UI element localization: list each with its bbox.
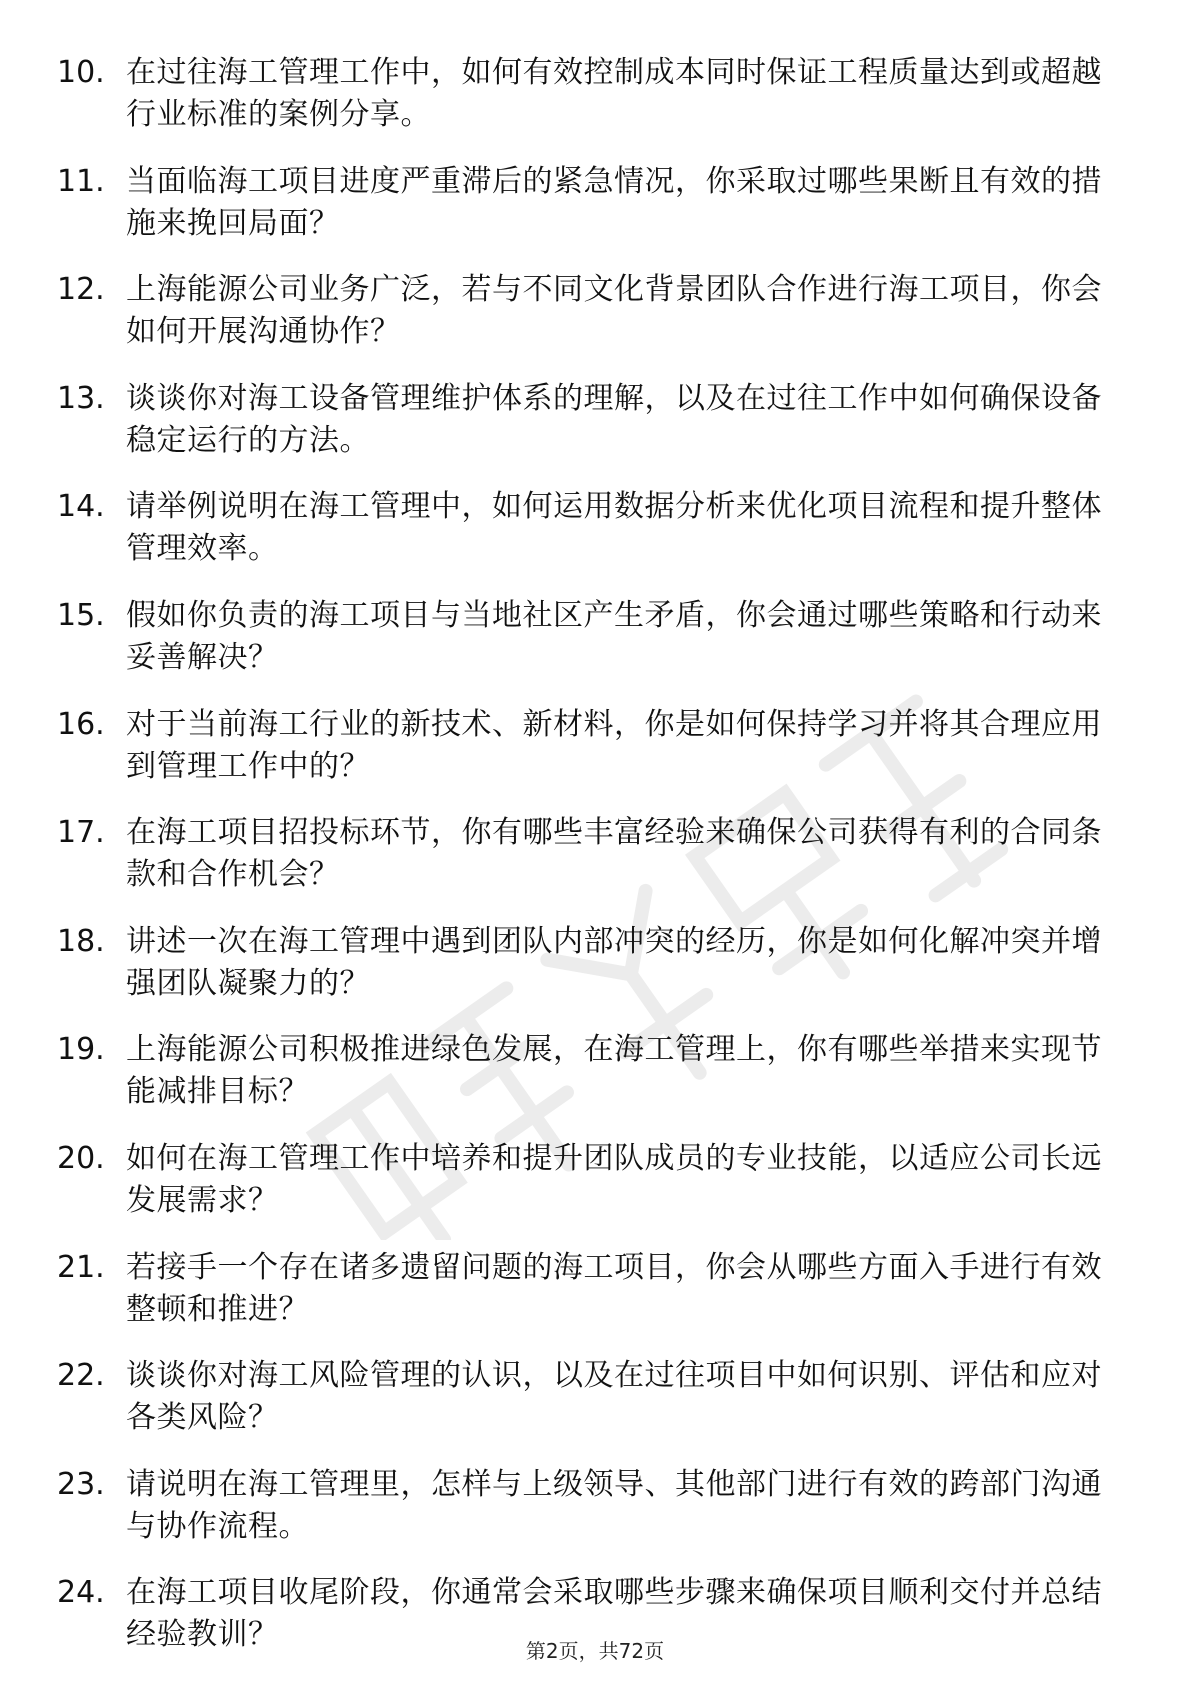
question-number: 22. — [57, 1358, 105, 1394]
question-number: 21. — [57, 1249, 105, 1285]
question-text: 若接手一个存在诸多遗留问题的海工项目，你会从哪些方面入手进行有效整顿和推进？ — [126, 1249, 1102, 1327]
question-item-18 — [57, 921, 1117, 1030]
question-number: 24. — [57, 1575, 105, 1611]
question-item-20 — [57, 1138, 1117, 1247]
question-number: 23. — [57, 1466, 105, 1502]
question-text: 假如你负责的海工项目与当地社区产生矛盾，你会通过哪些策略和行动来妥善解决？ — [126, 597, 1102, 675]
question-text: 在海工项目招投标环节，你有哪些丰富经验来确保公司获得有利的合同条款和合作机会？ — [126, 815, 1102, 893]
question-item-13 — [57, 378, 1117, 487]
question-number: 15. — [57, 597, 105, 633]
page-number-label: 第2页，共72页 — [525, 1639, 665, 1663]
question-text: 谈谈你对海工设备管理维护体系的理解，以及在过往工作中如何确保设备稳定运行的方法。 — [126, 380, 1102, 458]
question-item-14 — [57, 486, 1117, 595]
question-item-21 — [57, 1247, 1117, 1356]
question-text: 在过往海工管理工作中，如何有效控制成本同时保证工程质量达到或超越行业标准的案例分享。 — [126, 55, 1102, 132]
question-number: 13. — [57, 380, 105, 416]
question-text: 讲述一次在海工管理中遇到团队内部冲突的经历，你是如何化解冲突并增强团队凝聚力的？ — [126, 923, 1102, 1001]
question-text: 当面临海工项目进度严重滞后的紧急情况，你采取过哪些果断且有效的措施来挽回局面？ — [126, 163, 1102, 241]
question-number: 14. — [57, 489, 105, 525]
question-number: 18. — [57, 923, 105, 959]
question-item-16 — [57, 704, 1117, 813]
question-number: 20. — [57, 1140, 105, 1176]
question-text: 请说明在海工管理里，怎样与上级领导、其他部门进行有效的跨部门沟通与协作流程。 — [126, 1466, 1102, 1544]
question-item-24 — [57, 1572, 1117, 1681]
question-text: 谈谈你对海工风险管理的认识，以及在过往项目中如何识别、评估和应对各类风险？ — [126, 1358, 1102, 1436]
question-text: 如何在海工管理工作中培养和提升团队成员的专业技能，以适应公司长远发展需求？ — [126, 1140, 1102, 1218]
question-number: 10. — [57, 55, 105, 90]
question-item-12 — [57, 269, 1117, 378]
page-footer — [0, 1635, 1190, 1664]
question-text: 对于当前海工行业的新技术、新材料，你是如何保持学习并将其合理应用到管理工作中的？ — [126, 706, 1102, 784]
question-item-15 — [57, 595, 1117, 704]
question-list — [57, 52, 1117, 1681]
question-item-22 — [57, 1355, 1117, 1464]
question-item-17 — [57, 812, 1117, 921]
question-text: 在海工项目收尾阶段，你通常会采取哪些步骤来确保项目顺利交付并总结经验教训？ — [126, 1575, 1102, 1653]
question-number: 17. — [57, 815, 105, 851]
question-text: 上海能源公司业务广泛，若与不同文化背景团队合作进行海工项目，你会如何开展沟通协作？ — [126, 272, 1102, 350]
question-item-19 — [57, 1029, 1117, 1138]
question-item-11 — [57, 161, 1117, 270]
question-number: 16. — [57, 706, 105, 742]
question-number: 12. — [57, 272, 105, 308]
question-number: 11. — [57, 163, 105, 199]
question-number: 19. — [57, 1032, 105, 1068]
question-text: 上海能源公司积极推进绿色发展，在海工管理上，你有哪些举措来实现节能减排目标？ — [126, 1032, 1102, 1110]
question-item-10 — [57, 52, 1117, 161]
question-item-23 — [57, 1464, 1117, 1573]
question-text: 请举例说明在海工管理中，如何运用数据分析来优化项目流程和提升整体管理效率。 — [126, 489, 1102, 567]
